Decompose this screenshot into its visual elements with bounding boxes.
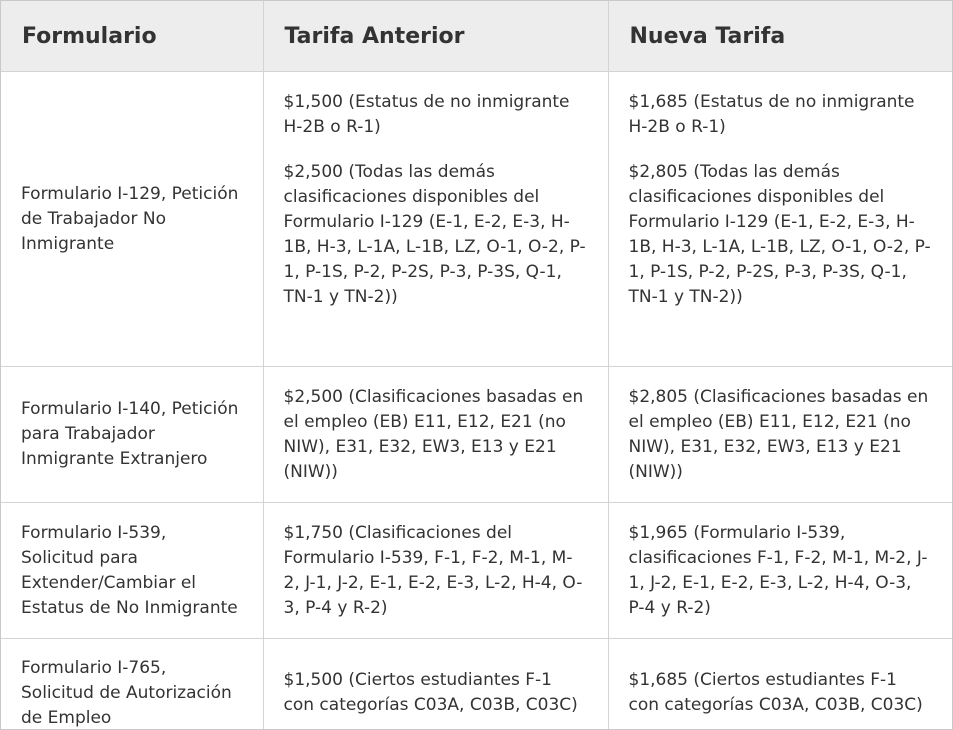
cell-form [1, 367, 263, 503]
cell-new-fee [608, 503, 952, 639]
table-row-i129 [1, 72, 952, 367]
form-name: Formulario I-765, Solicitud de Autorización de Empleo [21, 657, 232, 728]
form-name: Formulario I-539, Solicitud para Extender/Cambiar el Estatus de No Inmigrante [21, 522, 238, 618]
cell-form [1, 503, 263, 639]
cell-old-fee [263, 503, 608, 639]
header-form: Formulario [1, 1, 263, 72]
header-old-fee: Tarifa Anterior [263, 1, 608, 72]
table-row-i140 [1, 367, 952, 503]
old-fee-text: $2,500 (Clasificaciones basadas en el empleo (EB) E11, E12, E21 (no NIW), E31, E32, EW3, E13 y E21 (NIW)) [283, 386, 584, 482]
header-row [1, 1, 952, 72]
new-fee-text: $1,965 (Formulario I-539, clasificaciones F-1, F-2, M-1, M-2, J-1, J-2, E-1, E-2, E-3, L-2, H-4, O-3, P-4 y R-2) [628, 522, 928, 618]
cell-old-fee [263, 367, 608, 503]
header-new-fee: Nueva Tarifa [608, 1, 952, 72]
cell-form [1, 72, 263, 367]
new-fee-text: $1,685 (Ciertos estudiantes F-1 con categorías C03A, C03B, C03C) [628, 670, 923, 715]
new-fee-text: $1,685 (Estatus de no inmigrante H-2B o R-1) [628, 92, 915, 137]
form-name: Formulario I-129, Petición de Trabajador No Inmigrante [21, 183, 239, 254]
cell-old-fee [263, 639, 608, 730]
old-fee-text: $1,500 (Ciertos estudiantes F-1 con categorías C03A, C03B, C03C) [283, 670, 578, 715]
table-header [1, 1, 952, 72]
old-fee-text: $1,750 (Clasificaciones del Formulario I-539, F-1, F-2, M-1, M-2, J-1, J-2, E-1, E-2, E-3, L-2, H-4, O-3, P-4 y R-2) [283, 522, 583, 618]
fee-table [1, 1, 952, 730]
cell-new-fee [608, 72, 952, 367]
table-row-i765 [1, 639, 952, 730]
cell-form [1, 639, 263, 730]
form-name: Formulario I-140, Petición para Trabajador Inmigrante Extranjero [21, 399, 239, 469]
cell-new-fee [608, 639, 952, 730]
table-row-i539 [1, 503, 952, 639]
new-fee-text: $2,805 (Clasificaciones basadas en el empleo (EB) E11, E12, E21 (no NIW), E31, E32, EW3, E13 y E21 (NIW)) [628, 386, 929, 482]
old-fee-text: $2,500 (Todas las demás clasificaciones disponibles del Formulario I-129 (E-1, E-2, E-3, H-1B, H-3, L-1A, L-1B, LZ, O-1, O-2, P-1, P-1S, P-2, P-2S, P-3, P-3S, Q-1, TN-1 y TN-2)) [283, 162, 586, 307]
cell-old-fee [263, 72, 608, 367]
old-fee-text: $1,500 (Estatus de no inmigrante H-2B o R-1) [283, 92, 570, 137]
cell-new-fee [608, 367, 952, 503]
table-body [1, 72, 952, 730]
new-fee-text: $2,805 (Todas las demás clasificaciones disponibles del Formulario I-129 (E-1, E-2, E-3, H-1B, H-3, L-1A, L-1B, LZ, O-1, O-2, P-1, P-1S, P-2, P-2S, P-3, P-3S, Q-1, TN-1 y TN-2)) [628, 162, 931, 307]
